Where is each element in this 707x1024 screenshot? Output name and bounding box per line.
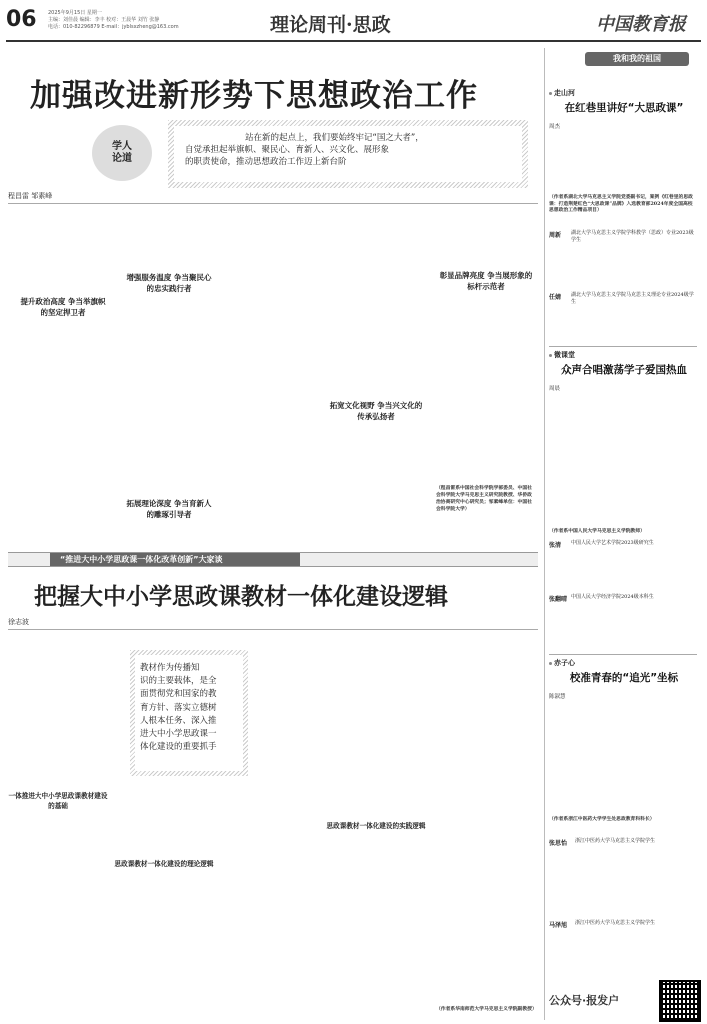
story-kicker — [549, 350, 575, 360]
lead-subhead — [18, 294, 108, 320]
page-number: 06 — [6, 7, 37, 32]
story-author: 周晨 — [549, 386, 561, 392]
second-byline: 徐志波 — [8, 618, 29, 626]
story-title: 校准青春的“追光”坐标 — [569, 672, 679, 684]
profile-label: 任婧 — [549, 294, 562, 301]
pullquote-line: 人根本任务、深入推 — [140, 715, 217, 726]
profile-body — [575, 936, 697, 976]
lead-byline: 程昌雷 邹素峰 — [8, 192, 53, 200]
story-kicker-text: 走山河 — [554, 89, 575, 97]
profile-label: 马泽旭 — [549, 922, 568, 929]
lead-subhead — [436, 268, 536, 294]
deck-line: 自觉承担起举旗帜、聚民心、育新人、兴文化、展形象 — [185, 145, 390, 155]
sidebar — [544, 48, 703, 1020]
story-note: （作者系中国人民大学马克思主义学院教师） — [549, 528, 645, 534]
sidebar-divider — [549, 346, 697, 347]
story-author: 周杰 — [549, 124, 561, 130]
profile-body — [571, 556, 697, 590]
kicker-bullet — [549, 92, 552, 95]
lead-subhead — [124, 270, 214, 296]
story-note: （作者系湖北大学马克思主义学院党委副书记，案例《红巷里的思政课：打造荆楚红色“大思政课”品牌》入选教育部2024年度全国高校思想政治工作精品项目） — [549, 194, 693, 214]
second-column-1 — [8, 634, 108, 1018]
story-note: （作者系浙江中医药大学学生处思政教育科科长） — [549, 816, 655, 822]
profile-label: 周新 — [549, 232, 562, 239]
badge-label: 学人论道 — [112, 141, 132, 164]
profile-desc: 中国人民大学艺术学院2023级研究生 — [571, 540, 654, 546]
story-kicker — [549, 88, 575, 98]
pullquote — [140, 662, 240, 754]
second-subhead: 思政课教材一体化建设的实践逻辑 — [326, 822, 426, 830]
subhead-text: 增强服务温度 争当聚民心的忠实践行者 — [126, 273, 212, 293]
lead-headline: 加强改进新形势下思想政治工作 — [30, 78, 478, 114]
issue-line: 电话：010-82296879 E-mail：jyblsxzheng@163.com — [48, 24, 179, 30]
section-title: 理论周刊·思政 — [270, 14, 391, 36]
qr-code[interactable] — [659, 980, 701, 1022]
second-byline-rule — [8, 629, 538, 630]
story-title: 众声合唱激荡学子爱国热血 — [561, 364, 687, 376]
story-kicker — [549, 658, 575, 668]
story-title: 在红巷里讲好“大思政课” — [564, 102, 684, 114]
second-headline: 把握大中小学思政课教材一体化建设逻辑 — [34, 583, 448, 610]
banner-label: “推进大中小学思政课一体化改革创新”大家谈 — [60, 555, 223, 564]
story-body — [549, 134, 697, 192]
masthead-rule — [6, 40, 701, 42]
masthead — [0, 0, 707, 46]
subhead-text: 彰显品牌亮度 争当展形象的标杆示范者 — [439, 271, 533, 291]
lead-subhead — [326, 398, 426, 424]
profile-label: 张清 — [549, 542, 562, 549]
issue-line: 2025年9月15日 星期一 — [48, 10, 102, 16]
second-subhead: 一体推进大中小学思政课教材建设的基础 — [8, 792, 108, 810]
pullquote-line: 育方针、落实立德树 — [140, 702, 217, 713]
profile-desc: 湖北大学马克思主义学院学科教学（思政）专业2023级学生 — [571, 230, 694, 243]
issue-info — [48, 10, 228, 31]
issue-line: 主编：刘佳晨 编辑：李丰 校对：王晨华 刘竹 张静 — [48, 17, 160, 23]
lead-author-note: （程昌雷系中国社会科学院学部委员、中国社会科学院大学马克思主义研究院教授、华侨政治协商研究中心研究员；邹素峰单位：中国社会科学院大学） — [436, 485, 532, 512]
second-author-note: （作者系华南师范大学马克思主义学院副教授） — [436, 1006, 537, 1012]
kicker-bullet — [549, 354, 552, 357]
profile-body — [571, 610, 697, 650]
second-column-5 — [432, 634, 538, 1018]
lead-column-1 — [8, 207, 108, 545]
profile-desc: 浙江中医药大学马克思主义学院学生 — [575, 838, 656, 844]
sidebar-header — [585, 52, 689, 66]
subhead-text: 拓宽文化视野 争当兴文化的传承弘扬者 — [329, 401, 423, 421]
pullquote-line: 识的主要载体，是全 — [140, 676, 217, 687]
subhead-text: 拓展理论深度 争当育新人的雕琢引导者 — [126, 499, 212, 519]
subhead-text: 提升政治高度 争当举旗帜的坚定捍卫者 — [20, 297, 106, 317]
watermark-right: 报发户 — [586, 994, 620, 1007]
pullquote-line: 面贯彻党和国家的教 — [140, 689, 217, 700]
lead-subhead — [124, 496, 214, 522]
pullquote-line: 教材作为传播知 — [140, 663, 200, 673]
watermark — [549, 992, 657, 1008]
story-body — [549, 704, 697, 814]
second-column-2 — [114, 790, 214, 1018]
sidebar-header-label: 我和我的祖国 — [613, 54, 661, 63]
newspaper-name: 中国教育报 — [596, 14, 686, 35]
profile-body — [575, 854, 697, 914]
story-body — [549, 396, 697, 526]
watermark-left: 公众号· — [549, 994, 587, 1007]
topic-banner — [8, 552, 538, 567]
profile-desc: 湖北大学马克思主义学院马克思主义理论专业2024级学生 — [571, 292, 694, 305]
deck-text — [185, 132, 515, 168]
story-author: 陈淑慧 — [549, 694, 566, 700]
profile-label: 张思怡 — [549, 840, 568, 847]
profile-label: 张翻晴 — [549, 596, 568, 603]
lead-column-3 — [220, 207, 320, 545]
pullquote-line: 进大中小学思政课一 — [140, 729, 217, 740]
profile-body — [571, 246, 697, 274]
pullquote-line: 体化建设的重要抓手 — [140, 742, 217, 753]
badge — [92, 125, 152, 181]
kicker-bullet — [549, 662, 552, 665]
profile-body — [571, 308, 697, 336]
profile-desc: 中国人民大学经济学院2024级本科生 — [571, 594, 654, 600]
byline-rule — [8, 203, 538, 204]
profile-desc: 浙江中医药大学马克思主义学院学生 — [575, 920, 656, 926]
story-kicker-text: 微课堂 — [554, 351, 575, 359]
deck-line: 的职责使命，推动思想政治工作迈上新台阶 — [185, 157, 347, 167]
deck-line: 站在新的起点上，我们要始终牢记“国之大者”， — [245, 133, 424, 143]
lead-column-2 — [114, 207, 214, 545]
lead-column-4 — [326, 207, 426, 545]
sidebar-divider — [549, 654, 697, 655]
second-subhead: 思政课教材一体化建设的理论逻辑 — [114, 860, 214, 868]
story-kicker-text: 赤子心 — [554, 659, 575, 667]
